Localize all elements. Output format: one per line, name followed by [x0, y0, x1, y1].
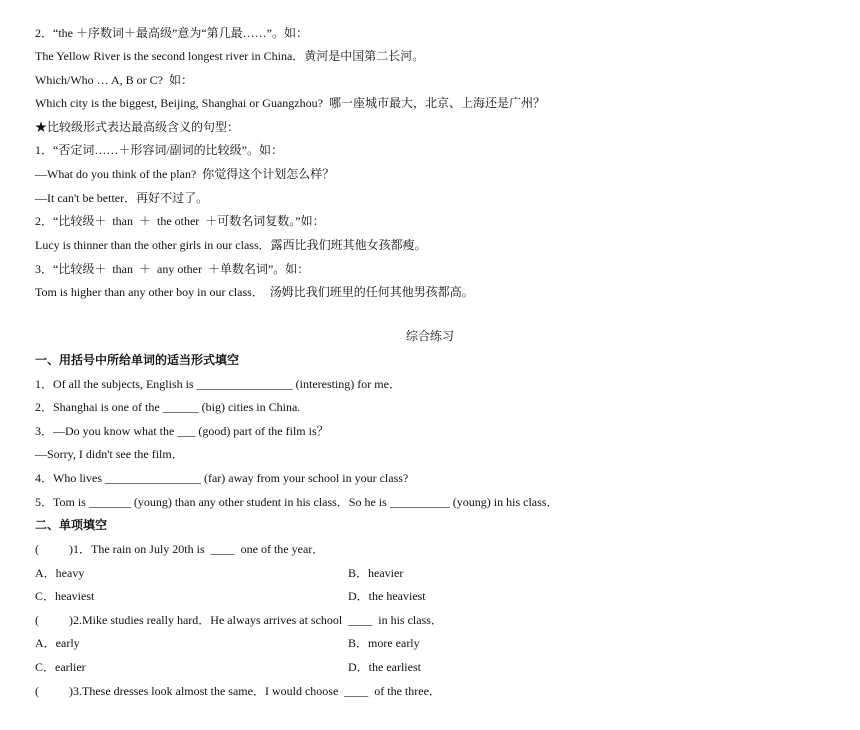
- option: D．the heaviest: [348, 589, 426, 603]
- option: C．earlier: [35, 660, 86, 674]
- grammar-line: 1．“否定词……＋形容词/副词的比较级”。如：: [35, 143, 283, 157]
- grammar-line: ★比较级形式表达最高级含义的句型：: [35, 120, 240, 134]
- fill-blank-item: 3．—Do you know what the ___ (good) part of the film is？: [35, 424, 329, 438]
- section-heading: 一、用括号中所给单词的适当形式填空: [35, 353, 240, 367]
- question-stem: ( )3.These dresses look almost the same．I would choose ____ of the three．: [35, 684, 441, 698]
- grammar-line: —It can't be better．再好不过了。: [35, 191, 209, 205]
- question-stem: ( )2.Mike studies really hard．He always arrives at school ____ in his class．: [35, 613, 443, 627]
- option: A．heavy: [35, 566, 85, 580]
- option: D．the earliest: [348, 660, 421, 674]
- option: A．early: [35, 636, 80, 650]
- section-heading: 二、单项填空: [35, 518, 108, 532]
- question-stem: ( )1．The rain on July 20th is ____ one of the year．: [35, 542, 325, 556]
- grammar-line: —What do you think of the plan? 你觉得这个计划怎么样？: [35, 167, 335, 181]
- grammar-line: The Yellow River is the second longest river in China．黄河是中国第二长河。: [35, 49, 425, 63]
- grammar-line: Which city is the biggest, Beijing, Shanghai or Guangzhou? 哪一座城市最大，北京、上海还是广州？: [35, 96, 545, 110]
- grammar-line: 2．“比较级＋ than ＋ the other ＋可数名词复数。”如：: [35, 214, 325, 228]
- grammar-line: Tom is higher than any other boy in our class． 汤姆比我们班里的任何其他男孩都高。: [35, 285, 474, 299]
- grammar-line: Lucy is thinner than the other girls in our class．露西比我们班其他女孩都瘦。: [35, 238, 427, 252]
- option: C．heaviest: [35, 589, 95, 603]
- fill-blank-item: 5．Tom is _______ (young) than any other student in his class．So he is __________ (young) in his class．: [35, 495, 559, 509]
- grammar-line: 3．“比较级＋ than ＋ any other ＋单数名词”。如：: [35, 262, 310, 276]
- option: B．more early: [348, 636, 420, 650]
- exercise-title: 综合练习: [405, 329, 454, 343]
- fill-blank-item: —Sorry, I didn't see the film．: [35, 447, 184, 461]
- fill-blank-item: 2．Shanghai is one of the ______ (big) cities in China.: [35, 400, 301, 414]
- option: B．heavier: [348, 566, 404, 580]
- fill-blank-item: 4．Who lives ________________ (far) away from your school in your class?: [35, 471, 409, 485]
- fill-blank-item: 1．Of all the subjects, English is ________________ (interesting) for me．: [35, 377, 401, 391]
- grammar-line: Which/Who … A, B or C? 如：: [35, 73, 193, 87]
- grammar-line: 2．“the ＋序数词＋最高级”意为“第几最……”。如：: [35, 26, 308, 40]
